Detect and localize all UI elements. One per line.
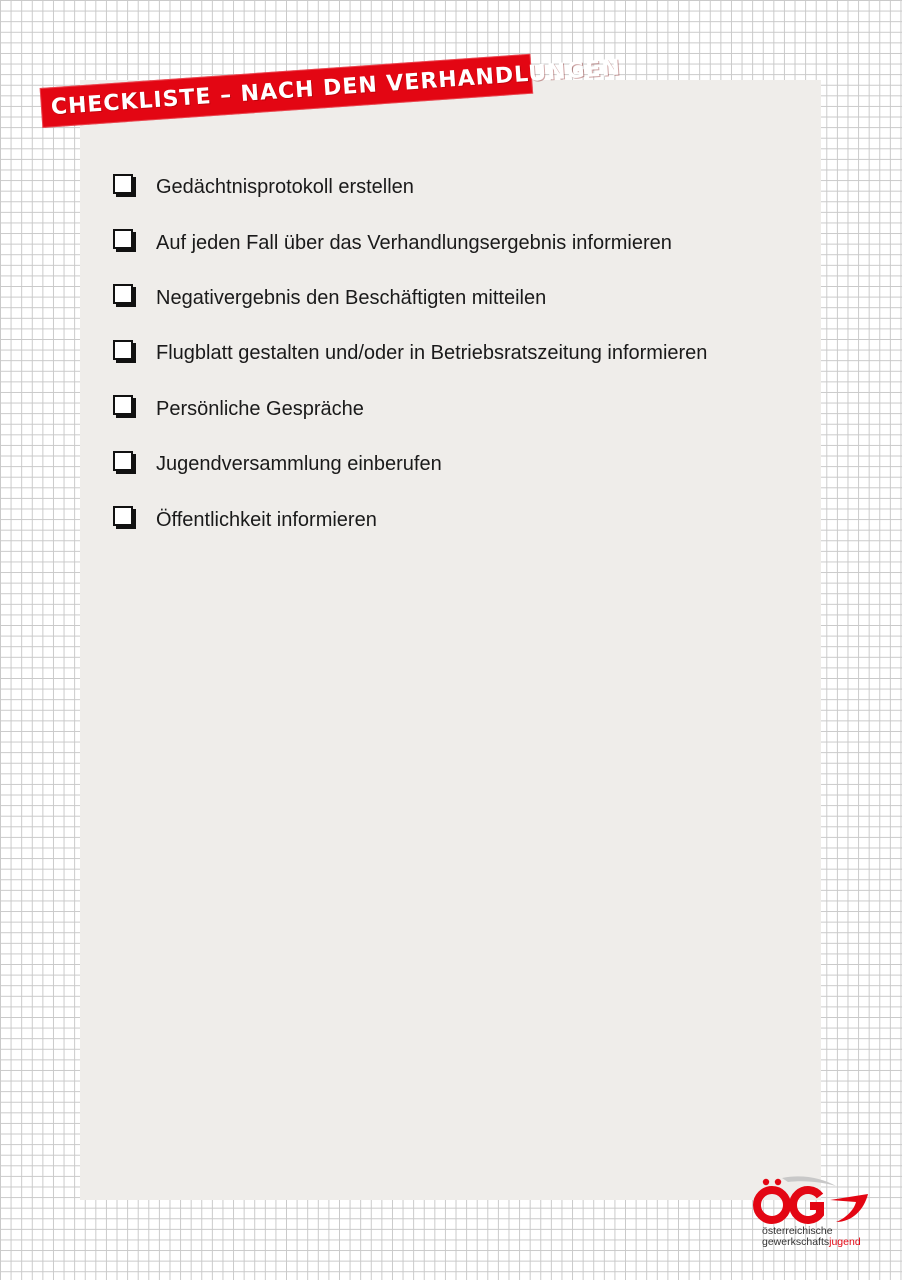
checklist-item[interactable] bbox=[113, 215, 707, 270]
checkbox-icon[interactable] bbox=[113, 395, 133, 415]
checkbox-icon[interactable] bbox=[113, 229, 133, 249]
checkbox-icon[interactable] bbox=[113, 284, 133, 304]
checklist-item[interactable] bbox=[113, 437, 707, 492]
checklist-item-label: Flugblatt gestalten und/oder in Betriebsratszeitung informieren bbox=[156, 342, 708, 365]
checklist-item[interactable] bbox=[113, 271, 707, 326]
checklist-item-label: Persönliche Gespräche bbox=[156, 397, 364, 420]
logo-text-line2 bbox=[762, 1237, 861, 1248]
checklist-item[interactable] bbox=[113, 492, 707, 547]
checkbox-icon[interactable] bbox=[113, 174, 133, 194]
checklist-item[interactable] bbox=[113, 382, 707, 437]
checklist-item-label: Jugendversammlung einberufen bbox=[156, 453, 442, 476]
checkbox-icon[interactable] bbox=[113, 340, 133, 360]
page-title: CHECKLISTE – NACH DEN VERHANDLUNGEN bbox=[50, 54, 622, 120]
logo-text-line1: österreichische bbox=[762, 1225, 833, 1237]
oegj-logo bbox=[752, 1176, 870, 1250]
checkbox-icon[interactable] bbox=[113, 506, 133, 526]
checklist-item[interactable] bbox=[113, 326, 707, 381]
checklist-item[interactable] bbox=[113, 160, 707, 215]
checklist-item-label: Öffentlichkeit informieren bbox=[156, 508, 377, 531]
checklist bbox=[113, 160, 707, 548]
logo-text-line2-accent: jugend bbox=[829, 1236, 861, 1248]
logo-text-line2-main: gewerkschafts bbox=[762, 1236, 830, 1248]
checklist-item-label: Gedächtnisprotokoll erstellen bbox=[156, 176, 414, 199]
oegj-logo-mark bbox=[752, 1176, 870, 1226]
checklist-item-label: Auf jeden Fall über das Verhandlungsergebnis informieren bbox=[156, 231, 672, 254]
checklist-item-label: Negativergebnis den Beschäftigten mitteilen bbox=[156, 286, 547, 309]
checkbox-icon[interactable] bbox=[113, 451, 133, 471]
